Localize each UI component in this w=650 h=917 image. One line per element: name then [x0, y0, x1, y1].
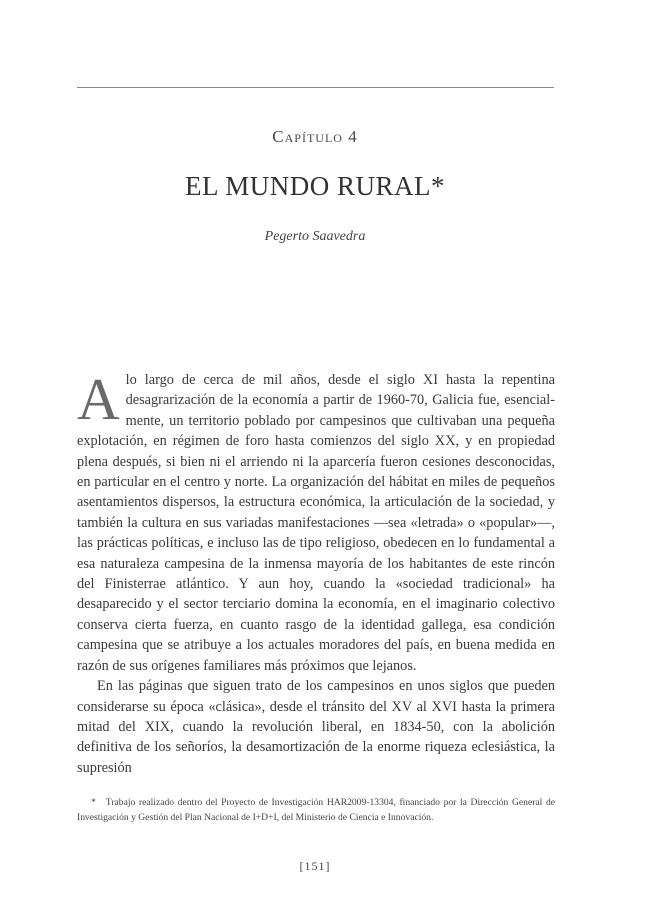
paragraph-2: En las páginas que siguen trato de los campesinos en unos siglos que pueden considerarse su época «clásica», desde el tránsito del XV al XVI hasta la primera mitad del XIX, cuando la revolución liberal, en 1834-50, con la abolición definitiva de los señoríos, la desamortización de la enorme riqueza eclesiástica, la supresión — [77, 678, 555, 776]
author-name: Pegerto Saavedra — [264, 229, 366, 244]
footnote — [77, 795, 555, 825]
header-rule — [77, 87, 554, 88]
page-number: [151] — [299, 859, 331, 873]
footnote-mark: * — [91, 797, 96, 808]
drop-cap: A — [77, 366, 120, 432]
footnote-text: Trabajo realizado dentro del Proyecto de Investigación HAR2009-13304, financiado por la Dirección General de Investigación y Gestión del Plan Nacional de I+D+I, del Ministerio de Ciencia e Innovación. — [77, 797, 555, 823]
chapter-label: Capítulo 4 — [272, 127, 358, 146]
paragraph-1-text: lo largo de cerca de mil años, desde el siglo XI hasta la repentina desagrarización de la economía a partir de 1960-70, Galicia fue, esencialmente, un territorio poblado por campesinos que cultivaban una pequeña explotación, en régimen de foro hasta comienzos del siglo XX, y en propiedad plena después, si bien ni el arriendo ni la aparcería fueron cesiones desconocidas, en particular en el centro y norte. La organización del hábitat en miles de pequeños asentamientos dispersos, la estructura económica, la articulación de la sociedad, y también la cultura en sus variadas manifestaciones —sea «letrada» o «popular»—, las prácticas políticas, e incluso las de tipo religioso, obedecen en lo fundamental a esa naturaleza campesina de la inmensa mayoría de los habitantes de este rincón del Finisterrae atlántico. Y aun hoy, cuando la «sociedad tradicional» ha desaparecido y el sector terciario domina la economía, en el imaginario colectivo conserva cierta fuerza, en cuanto rasgo de la identidad gallega, esa condición campesina que se atribuye a los actuales moradores del país, en buena medida en razón de sus orígenes familiares más próximos que lejanos. — [77, 372, 555, 674]
body-text — [77, 366, 555, 778]
paragraph-1 — [77, 366, 555, 676]
chapter-title: EL MUNDO RURAL* — [185, 171, 445, 201]
